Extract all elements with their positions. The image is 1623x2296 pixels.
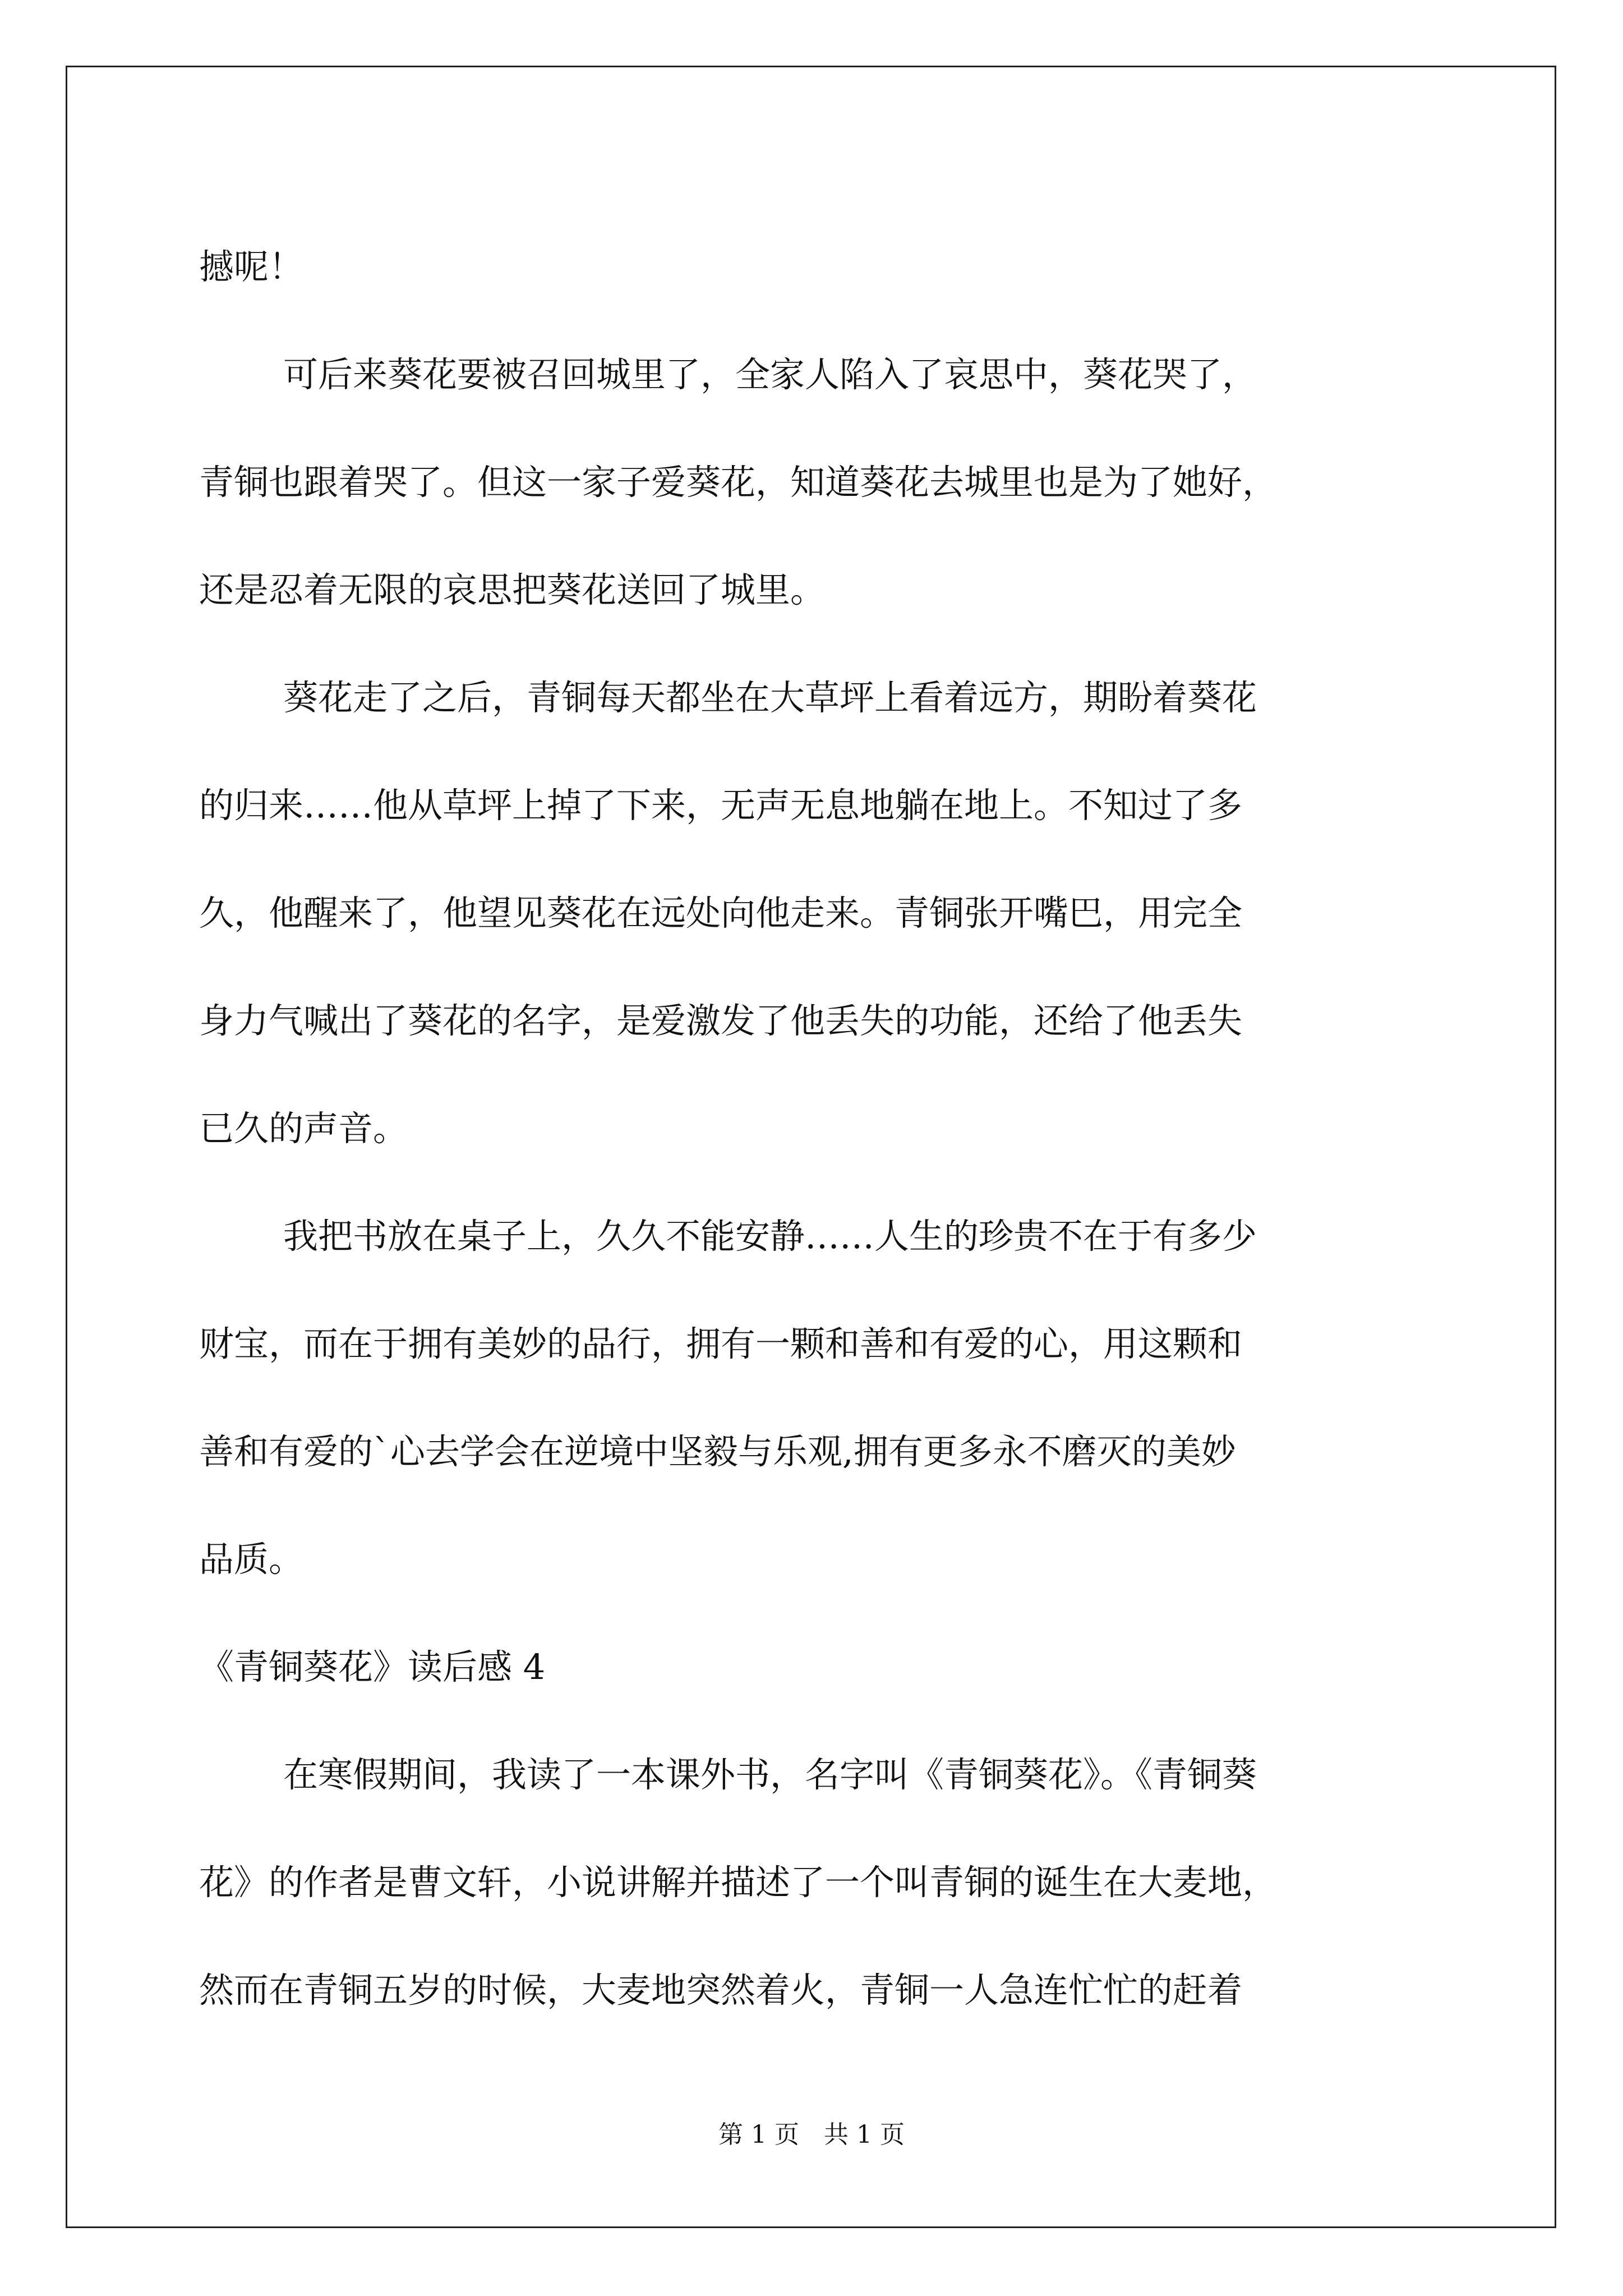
- paragraph-start: 葵花走了之后，青铜每天都坐在大草坪上看着远方，期盼着葵花: [283, 677, 1257, 718]
- text-line: 身力气喊出了葵花的名字，是爱激发了他丢失的功能，还给了他丢失: [199, 1000, 1243, 1041]
- paragraph-start: 我把书放在桌子上，久久不能安静……人生的珍贵不在于有多少: [283, 1216, 1257, 1257]
- text-line: 然而在青铜五岁的时候，大麦地突然着火，青铜一人急连忙忙的赶着: [199, 1970, 1243, 2010]
- text-line: 青铜也跟着哭了。但这一家子爱葵花，知道葵花去城里也是为了她好，: [199, 462, 1278, 503]
- text-line: 已久的声音。: [199, 1108, 408, 1149]
- text-line: 品质。: [199, 1539, 304, 1580]
- text-line: 还是忍着无限的哀思把葵花送回了城里。: [199, 569, 826, 610]
- paragraph-start: 在寒假期间，我读了一本课外书，名字叫《青铜葵花》。《青铜葵: [283, 1754, 1257, 1795]
- text-line: 财宝，而在于拥有美妙的品行，拥有一颗和善和有爱的心，用这颗和: [199, 1323, 1243, 1364]
- text-line: 花》的作者是曹文轩，小说讲解并描述了一个叫青铜的诞生在大麦地，: [199, 1862, 1278, 1903]
- section-heading: 《青铜葵花》读后感 4: [199, 1646, 546, 1687]
- text-line: 善和有爱的`心去学会在逆境中坚毅与乐观,拥有更多永不磨灭的美妙: [199, 1431, 1236, 1472]
- paragraph-start: 可后来葵花要被召回城里了，全家人陷入了哀思中，葵花哭了，: [283, 354, 1257, 395]
- text-line: 撼呢！: [199, 246, 304, 287]
- page-footer: 第 1 页 共 1 页: [718, 2120, 905, 2149]
- text-line: 久，他醒来了，他望见葵花在远处向他走来。青铜张开嘴巴，用完全: [199, 892, 1243, 933]
- text-line: 的归来……他从草坪上掉了下来，无声无息地躺在地上。不知过了多: [199, 785, 1243, 826]
- document-body: [199, 213, 1427, 2044]
